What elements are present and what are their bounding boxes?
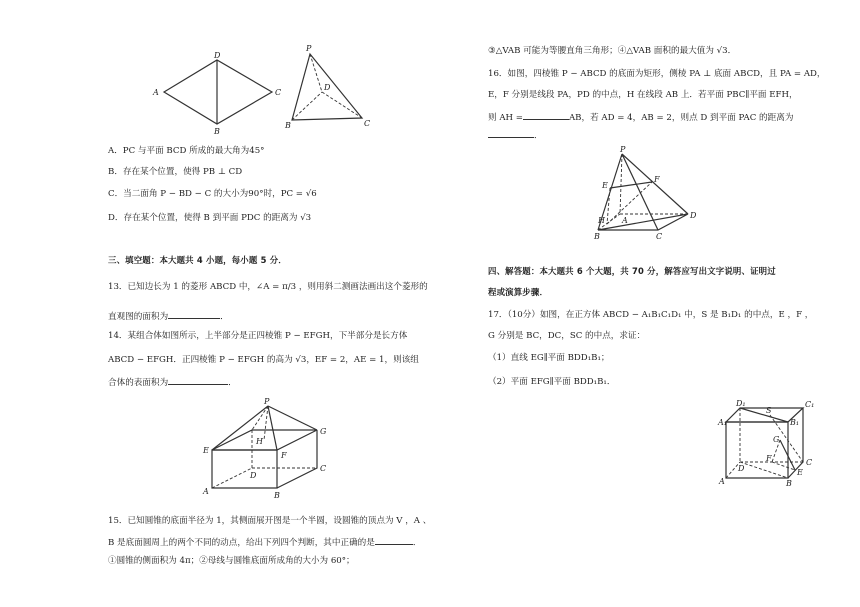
q16-text-a: 则 AH = [488, 113, 523, 123]
cube-label-e: E [797, 468, 803, 477]
cube-label-d: D [738, 464, 745, 473]
q15-end: ． [412, 538, 422, 548]
pyramid-label-e: E [602, 181, 608, 190]
section3-title: 三、填空题：本大题共 4 小题，每小题 5 分． [108, 255, 287, 265]
tetra-label-p: P [306, 44, 312, 53]
pyramid-label-b: B [594, 232, 600, 241]
q13-answer-blank[interactable] [168, 309, 220, 319]
q13-text: 直观图的面积为 [108, 312, 169, 322]
q12-option-d: D．存在某个位置，使得 B 到平面 PDC 的距离为 √3 [108, 213, 312, 223]
cube-label-g: G [773, 435, 780, 444]
q16-line3 [488, 110, 793, 124]
q15-line2 [108, 535, 421, 549]
q14-end: ． [228, 378, 237, 388]
pyramid-label-a: A [622, 216, 628, 225]
tetra-label-b: B [285, 121, 291, 130]
tetra-label-d: D [324, 83, 331, 92]
q15-answer-blank[interactable] [375, 535, 413, 545]
pyramid-label-p: P [620, 145, 626, 154]
q16-line4 [488, 128, 543, 142]
q16-answer-blank-2[interactable] [488, 128, 534, 138]
q15-line3: ①圆锥的侧面积为 4π；②母线与圆锥底面所成角的大小为 60°； [108, 556, 355, 566]
q15-line4: ③△VAB 可能为等腰直角三角形；④△VAB 面积的最大值为 √3． [488, 46, 737, 56]
cube-label-s: S [766, 406, 772, 415]
q16-answer-blank-1[interactable] [523, 110, 569, 120]
combo-solid-figure [200, 398, 340, 503]
cube-label-c: C [806, 458, 813, 467]
tetrahedron-figure [282, 46, 377, 136]
cube-label-c1: C₁ [805, 400, 815, 409]
pyramid-label-d: D [690, 211, 697, 220]
q12-option-b: B．存在某个位置，使得 PB ⊥ CD [108, 167, 243, 177]
q15-text: B 是底面圆周上的两个不同的动点，给出下列四个判断，其中正确的是 [108, 538, 375, 548]
cube-label-d1: D₁ [736, 399, 746, 408]
pyramid-figure [590, 145, 705, 241]
tetra-label-c: C [364, 119, 371, 128]
q13-line2 [108, 309, 229, 323]
pyramid-label-c: C [656, 232, 663, 241]
pyramid-label-h: H [598, 216, 605, 225]
cube-label-a: A [719, 477, 725, 486]
combo-label-h: H [256, 437, 263, 446]
cube-label-b: B [786, 479, 792, 488]
q16-line2: E，F 分别是线段 PA，PD 的中点，H 在线段 AB 上．若平面 PBC∥平面 EFH， [488, 90, 798, 100]
q13-line1: 13．已知边长为 1 的菱形 ABCD 中，∠A = π/3 ，则用斜二测画法画出这个菱形的 [108, 282, 428, 292]
rhombus-label-b: B [214, 127, 220, 136]
cube-figure [718, 398, 833, 486]
combo-label-b: B [274, 491, 280, 500]
q16-end: ． [534, 131, 543, 141]
rhombus-label-d: D [214, 51, 221, 60]
rhombus-figure [150, 52, 290, 137]
combo-label-d: D [250, 471, 257, 480]
right-column [430, 0, 860, 607]
cube-label-b1: B₁ [790, 418, 800, 427]
q12-option-a: A．PC 与平面 BCD 所成的最大角为45° [108, 146, 265, 156]
q14-text: 合体的表面积为 [108, 378, 169, 388]
q16-line1: 16．如图，四棱锥 P − ABCD 的底面为矩形，侧棱 PA ⊥ 底面 ABCD，且 PA = AD， [488, 69, 826, 79]
combo-label-f: F [281, 451, 287, 460]
q14-line2: ABCD − EFGH．正四棱锥 P − EFGH 的高为 √3，EF = 2，AE = 1，则该组 [108, 355, 419, 365]
q14-line3 [108, 375, 237, 389]
cube-label-f: F [766, 454, 772, 463]
q12-option-c: C．当二面角 P − BD − C 的大小为90°时，PC = √6 [108, 189, 317, 199]
q16-text-b: AB，若 AD = 4，AB = 2，则点 D 到平面 PAC 的距离为 [568, 113, 794, 123]
pyramid-label-f: F [654, 175, 660, 184]
q17-part2: （2）平面 EFG∥平面 BDD₁B₁． [488, 377, 616, 387]
q17-part1: （1）直线 EG∥平面 BDD₁B₁； [488, 353, 610, 363]
q17-line1: 17．（10分）如图，在正方体 ABCD − A₁B₁C₁D₁ 中，S 是 B₁D₁ 的中点，E ，F ， [488, 310, 814, 320]
q14-line1: 14．某组合体如图所示，上半部分是正四棱锥 P − EFGH，下半部分是长方体 [108, 331, 408, 341]
rhombus-label-a: A [153, 88, 159, 97]
combo-label-a: A [203, 487, 209, 496]
combo-label-p: P [264, 397, 270, 406]
combo-label-c: C [320, 464, 327, 473]
cube-label-a1: A₁ [718, 418, 727, 427]
section4-title-2: 程或演算步骤． [488, 287, 549, 297]
q13-end: ． [220, 312, 229, 322]
section4-title: 四、解答题：本大题共 6 个大题，共 70 分，解答应写出文字说明、证明过 [488, 266, 776, 276]
q15-line1: 15．已知圆锥的底面半径为 1，其侧面展开图是一个半圆，设圆锥的顶点为 V ，A 、 [108, 516, 432, 526]
q17-line2: G 分别是 BC，DC，SC 的中点，求证： [488, 331, 646, 341]
rhombus-label-c: C [275, 88, 282, 97]
q14-answer-blank[interactable] [168, 375, 228, 385]
combo-label-e: E [203, 446, 209, 455]
combo-label-g: G [320, 427, 327, 436]
